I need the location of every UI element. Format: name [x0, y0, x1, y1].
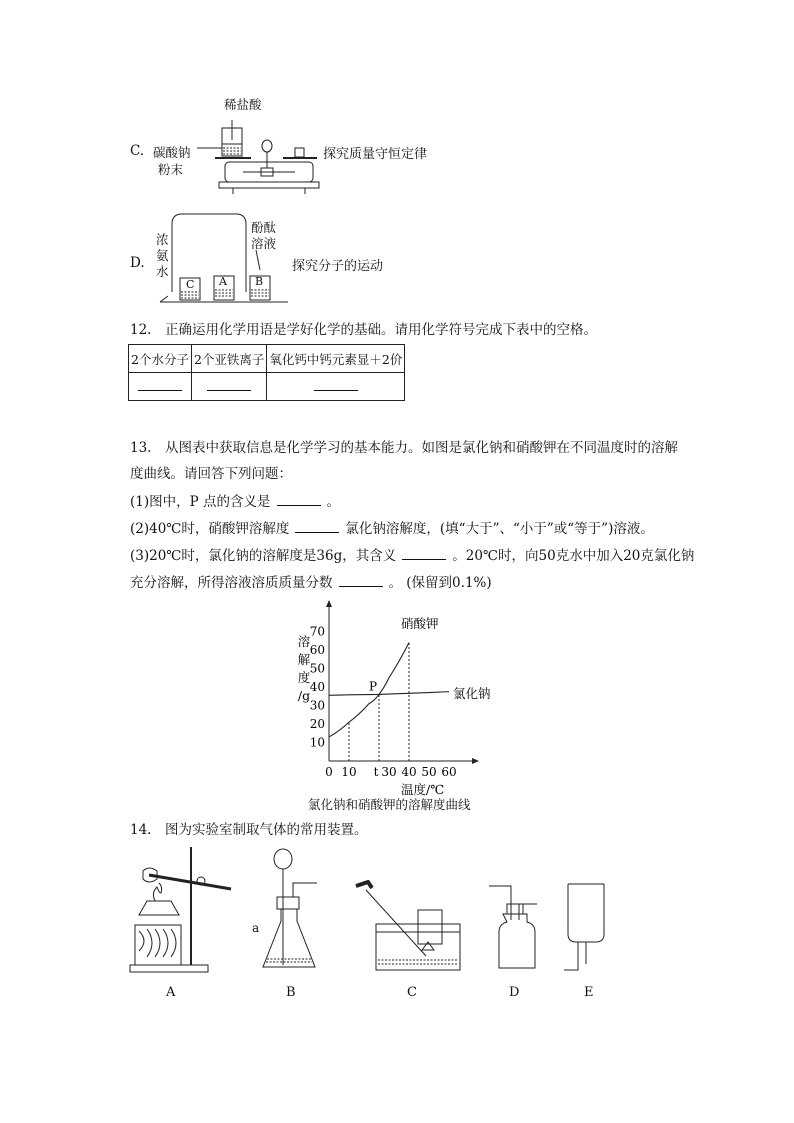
- molecule-motion-figure: [150, 210, 290, 305]
- balance-apparatus-figure: [195, 110, 325, 200]
- caption-molecular-motion: 探究分子的运动: [292, 259, 384, 274]
- y-axis-label: 度: [297, 670, 311, 685]
- table-header-cell: 2个水分子: [129, 345, 192, 373]
- beaker-c-label: C: [186, 278, 195, 291]
- table-header-cell: 氧化钙中钙元素显＋2价: [267, 345, 405, 373]
- x-tick-label: 10: [341, 765, 357, 779]
- x-tick-label: 40: [401, 765, 417, 779]
- x-tick-label: 50: [421, 765, 437, 779]
- x-axis-label: 温度/℃: [401, 782, 445, 797]
- label-solution: 溶液: [251, 236, 277, 251]
- series-label-kno3: 硝酸钾: [401, 615, 439, 631]
- q13-line2: 度曲线。请回答下列问题：: [130, 466, 292, 482]
- apparatus-d-figure: [485, 880, 545, 975]
- apparatus-c-figure: [352, 880, 467, 975]
- answer-blank[interactable]: [277, 495, 321, 506]
- label-conc-2: 氨: [156, 248, 169, 263]
- answer-blank[interactable]: [267, 373, 405, 401]
- q13-line6: [130, 571, 492, 591]
- q13-part1-text: (1)图中，P 点的含义是: [130, 494, 271, 510]
- option-d-prefix: D.: [130, 255, 145, 271]
- table-header-row: [129, 345, 405, 373]
- option-c-prefix: C.: [130, 143, 145, 159]
- table-header-cell: 2个亚铁离子: [191, 345, 266, 373]
- y-axis-label: 溶: [297, 634, 311, 649]
- apparatus-label: E: [584, 985, 594, 1000]
- q13-part4-end: 。 (保留到0.1%): [388, 575, 492, 591]
- q13-part2-end: 氯化钠溶解度，(填“大于”、“小于”或“等于”)溶液。: [345, 521, 654, 537]
- chart-caption: 氯化钠和硝酸钾的溶解度曲线: [308, 797, 471, 812]
- answer-blank[interactable]: [295, 522, 339, 533]
- label-a-mark: a: [252, 921, 260, 935]
- label-phenolphthalein: 酚酞: [251, 220, 277, 235]
- apparatus-e-figure: [560, 880, 620, 975]
- q13-line4: [130, 517, 654, 537]
- x-axis-arrow: [472, 758, 479, 764]
- y-axis-label: 解: [297, 652, 311, 667]
- q13-part1-end: 。: [326, 494, 340, 510]
- x-tick-label: 30: [381, 765, 397, 779]
- y-tick-label: 20: [309, 717, 325, 731]
- x-tick-label: 0: [325, 765, 333, 779]
- apparatus-label: A: [166, 985, 176, 1000]
- table-answer-row: [129, 373, 405, 401]
- apparatus-b-figure: [255, 847, 335, 977]
- apparatus-label: B: [286, 985, 296, 1000]
- label-sodium-carbonate: 碳酸钠: [153, 145, 191, 160]
- apparatus-label: D: [509, 985, 520, 1000]
- q13-part2-text: (2)40℃时，硝酸钾溶解度: [130, 521, 290, 537]
- answer-blank[interactable]: [191, 373, 266, 401]
- q13-line1: 13. 从图表中获取信息是化学学习的基本能力。如图是氯化钠和硝酸钾在不同温度时的溶解: [130, 440, 678, 456]
- beaker-a-label: A: [219, 275, 227, 288]
- label-dilute-hcl: 稀盐酸: [224, 97, 262, 112]
- y-axis-label: /g: [297, 688, 311, 703]
- q13-line5: [130, 544, 694, 564]
- y-tick-label: 40: [309, 680, 325, 694]
- y-tick-label: 10: [309, 735, 325, 750]
- q13-line3: [130, 490, 340, 510]
- solubility-chart: [292, 598, 502, 818]
- label-conc-1: 浓: [156, 232, 169, 247]
- q12-text: 12. 正确运用化学用语是学好化学的基础。请用化学符号完成下表中的空格。: [130, 322, 597, 338]
- y-axis-arrow: [326, 600, 332, 607]
- x-tick-label: 60: [441, 765, 457, 779]
- answer-blank[interactable]: [129, 373, 192, 401]
- q14-text: 14. 图为实验室制取气体的常用装置。: [130, 822, 368, 838]
- label-powder: 粉末: [158, 162, 184, 177]
- y-tick-label: 60: [309, 643, 325, 657]
- q13-part3-end: 。20℃时，向50克水中加入20克氯化钠: [452, 548, 695, 564]
- apparatus-label: C: [407, 985, 417, 1000]
- caption-mass-conservation: 探究质量守恒定律: [323, 147, 428, 162]
- label-conc-3: 水: [156, 264, 169, 279]
- q13-part3-text: (3)20℃时，氯化钠的溶解度是36g，其含义: [130, 548, 397, 564]
- answer-blank[interactable]: [402, 549, 446, 560]
- q13-part4-text: 充分溶解，所得溶液溶质质量分数: [130, 575, 333, 591]
- answer-blank[interactable]: [339, 576, 383, 587]
- y-tick-label: 70: [309, 624, 325, 639]
- series-line-nacl: [329, 692, 449, 696]
- x-tick-label: t: [373, 765, 379, 779]
- beaker-b-label: B: [255, 275, 264, 288]
- y-tick-label: 30: [309, 698, 325, 713]
- q12-table: [128, 344, 405, 401]
- apparatus-a-figure: [125, 845, 240, 980]
- y-tick-label: 50: [309, 661, 325, 676]
- point-p-label: P: [369, 679, 378, 694]
- series-label-nacl: 氯化钠: [453, 686, 491, 702]
